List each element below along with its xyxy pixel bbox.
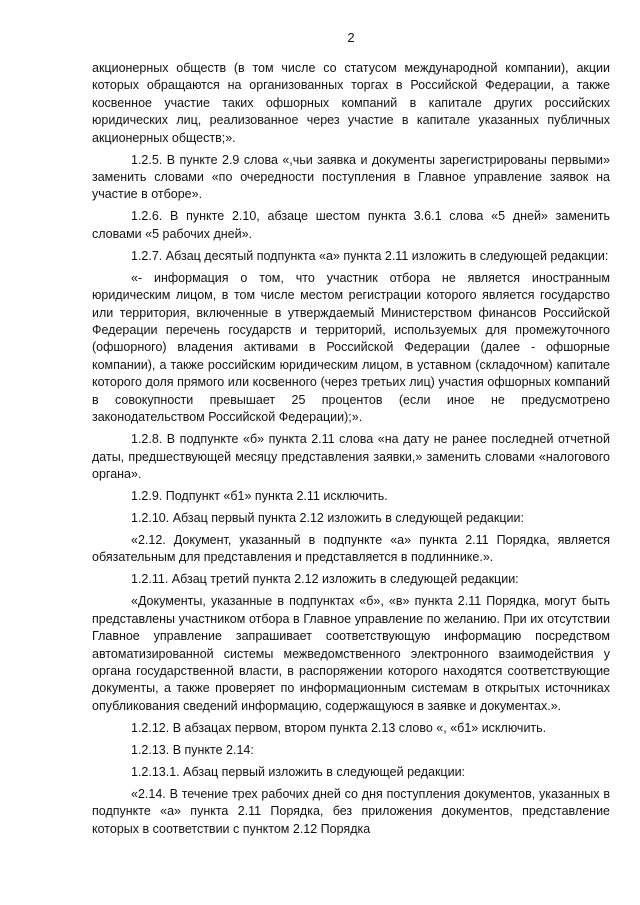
paragraph-1-2-12: 1.2.12. В абзацах первом, втором пункта 2.13 слово «, «б1» исключить. bbox=[131, 720, 547, 735]
paragraph-1-2-11: 1.2.11. Абзац третий пункта 2.12 изложить в следующей редакции: bbox=[131, 572, 519, 587]
paragraph-quote-documents: «Документы, указанные в подпунктах «б», «в» пункта 2.11 Порядка, могут быть представлены участником отбора в Главное управление по желанию. При их отсутствии Главное управление запрашивает соответствующую информацию посредством автоматизированной системы межведомственного электронного взаимодействия у органа государственной власти, в распоряжении которого находятся соответствующие документы, а также проверяет по информационным системам в открытых источниках опубликования сведений информацию, содержащуюся в заявке и документах.». bbox=[92, 594, 610, 713]
paragraph-quote-2-12: «2.12. Документ, указанный в подпункте «а» пункта 2.11 Порядка, является обязательным для представления и представляется в подлиннике.». bbox=[92, 532, 610, 565]
page-number: 2 bbox=[347, 30, 355, 45]
paragraph-1-2-5: 1.2.5. В пункте 2.9 слова «,чьи заявка и документы зарегистрированы первыми» заменить словами «по очередности поступления в Главное управление заявок на участие в отборе». bbox=[92, 152, 610, 202]
paragraph-1-2-13-1: 1.2.13.1. Абзац первый изложить в следующей редакции: bbox=[131, 764, 466, 779]
paragraph-1-2-13: 1.2.13. В пункте 2.14: bbox=[131, 742, 254, 757]
document-body bbox=[92, 60, 610, 838]
paragraph-1-2-6: 1.2.6. В пункте 2.10, абзаце шестом пункта 3.6.1 слова «5 дней» заменить словами «5 рабочих дней». bbox=[92, 209, 610, 241]
paragraph-quote-offshore: «- информация о том, что участник отбора не является иностранным юридическим лицом, в том числе местом регистрации которого является государство или территория, включенные в утверждаемый Министерством финансов Российской Федерации перечень государств и территорий, используемых для промежуточного (офшорного) владения активами в Российской Федерации (далее - офшорные компании), а также российским юридическим лицом, в уставном (складочном) капитале которого доля прямого или косвенного (через третьих лиц) участия офшорных компаний в совокупности превышает 25 процентов (если иное не предусмотрено законодательством Российской Федерации);». bbox=[92, 270, 610, 425]
paragraph-1-2-8: 1.2.8. В подпункте «б» пункта 2.11 слова «на дату не ранее последней отчетной даты, предшествующей месяцу представления заявки,» заменить словами «налогового органа». bbox=[92, 432, 610, 481]
paragraph-continuation: акционерных обществ (в том числе со статусом международной компании), акции которых обращаются на организованных торгах в Российской Федерации, а также косвенное участие таких офшорных компаний в капитале других российских юридических лиц, реализованное через участие в капитале указанных публичных акционерных обществ;». bbox=[92, 61, 610, 145]
paragraph-quote-2-14: «2.14. В течение трех рабочих дней со дня поступления документов, указанных в подпункте «а» пункта 2.11 Порядка, без приложения документов, представление которых в соответствии с пунктом 2.12 Порядка bbox=[92, 786, 610, 836]
paragraph-1-2-9: 1.2.9. Подпункт «б1» пункта 2.11 исключить. bbox=[131, 488, 388, 503]
paragraph-1-2-10: 1.2.10. Абзац первый пункта 2.12 изложить в следующей редакции: bbox=[131, 510, 524, 525]
paragraph-1-2-7: 1.2.7. Абзац десятый подпункта «а» пункта 2.11 изложить в следующей редакции: bbox=[131, 248, 609, 263]
